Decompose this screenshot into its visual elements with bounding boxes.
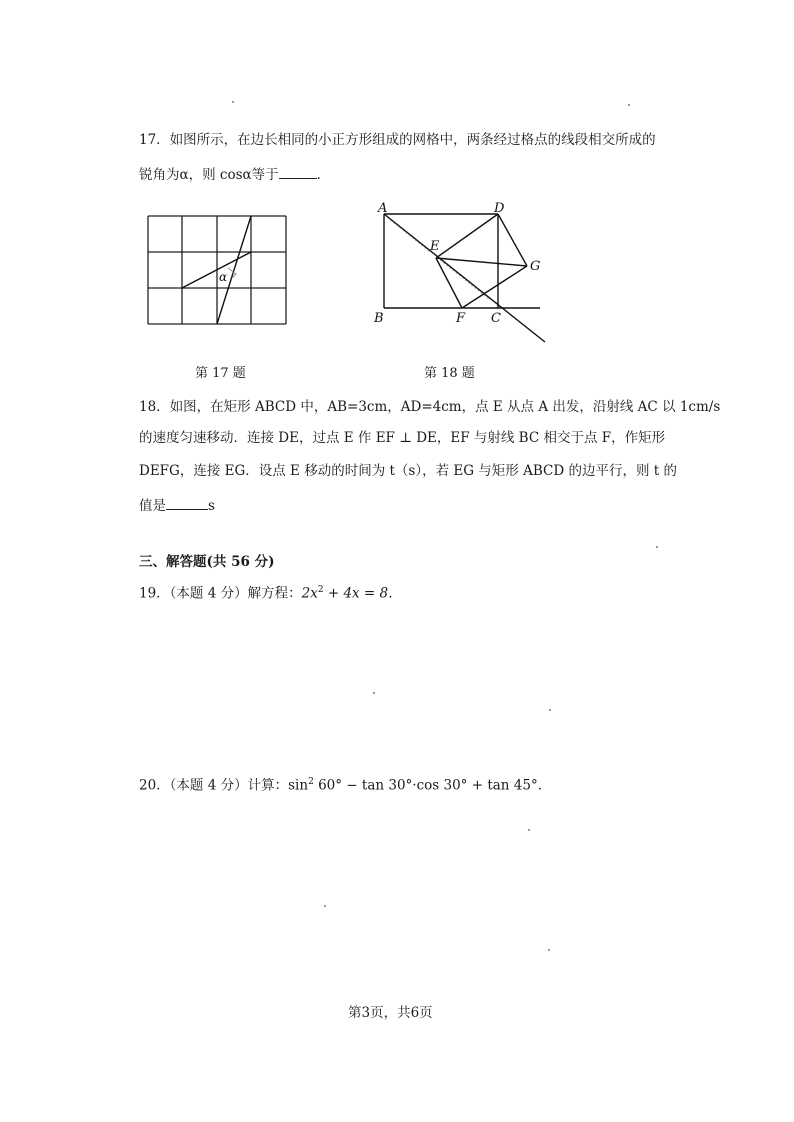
q18-line1	[139, 397, 720, 417]
q19-eq-exp: 2	[317, 585, 324, 595]
q18-text-line1: 如图，在矩形 ABCD 中，AB=3cm，AD=4cm，点 E 从点 A 出发，沿射线 AC 以 1cm/s	[169, 399, 721, 415]
q18-answer-blank[interactable]	[166, 495, 208, 510]
label-F: F	[456, 311, 466, 326]
q19-line	[139, 580, 402, 604]
label-B: B	[374, 311, 384, 326]
q20-text: 20．（本题 4 分）计算：	[139, 777, 289, 794]
q19-eq-b: + 4x = 8．	[323, 585, 402, 602]
scan-speck	[656, 546, 658, 548]
scan-speck	[528, 829, 530, 831]
q20-sin-exp: 2	[308, 777, 314, 787]
q17-text-line1: 如图所示，在边长相同的小正方形组成的网格中，两条经过格点的线段相交所成的	[169, 132, 656, 148]
q20-sin: sin	[288, 777, 309, 794]
figure-18-rectangle	[370, 200, 555, 350]
q18-text-line2: 的速度匀速移动．连接 DE，过点 E 作 EF ⊥ DE，EF 与射线 BC 相交于点 F，作矩形	[139, 430, 666, 446]
q17-number: 17．	[139, 132, 170, 148]
label-A: A	[378, 201, 388, 216]
q20-line	[139, 772, 551, 796]
q17-text-line2: 锐角为α，则 cosα等于	[139, 167, 279, 183]
page-footer: 第3页，共6页	[348, 1005, 433, 1021]
q17-line1	[139, 130, 656, 150]
label-G: G	[530, 259, 541, 274]
label-D: D	[494, 201, 505, 216]
q18-unit: s	[208, 498, 215, 514]
figure-17-grid	[140, 208, 292, 332]
scan-speck	[549, 709, 551, 711]
q17-caption: 第 17 题	[195, 366, 246, 381]
q18-line4	[139, 495, 215, 516]
section-3-heading: 三、解答题(共 56 分)	[139, 554, 275, 570]
q19-text: 19．（本题 4 分）解方程：	[139, 585, 302, 602]
q17-angle-label: α	[219, 270, 228, 284]
scan-speck	[373, 692, 375, 694]
q17-answer-blank[interactable]	[279, 164, 317, 179]
q18-number: 18．	[139, 399, 170, 415]
q20-expr-rest: 60° − tan 30°·cos 30° + tan 45°．	[313, 777, 552, 794]
scan-speck	[324, 905, 326, 907]
q17-line2	[139, 164, 330, 185]
q18-caption: 第 18 题	[424, 366, 475, 381]
scan-speck	[232, 101, 234, 103]
scan-speck	[548, 949, 550, 951]
q18-text-line4: 值是	[139, 498, 166, 514]
q17-text-line2-end: ．	[316, 167, 331, 183]
q18-text-line3: DEFG，连接 EG．设点 E 移动的时间为 t（s），若 EG 与矩形 ABCD 的边平行，则 t 的	[139, 463, 677, 479]
label-E: E	[430, 239, 440, 254]
q19-eq-a: 2x	[301, 585, 318, 602]
scan-speck	[628, 104, 630, 106]
label-C: C	[491, 311, 501, 326]
